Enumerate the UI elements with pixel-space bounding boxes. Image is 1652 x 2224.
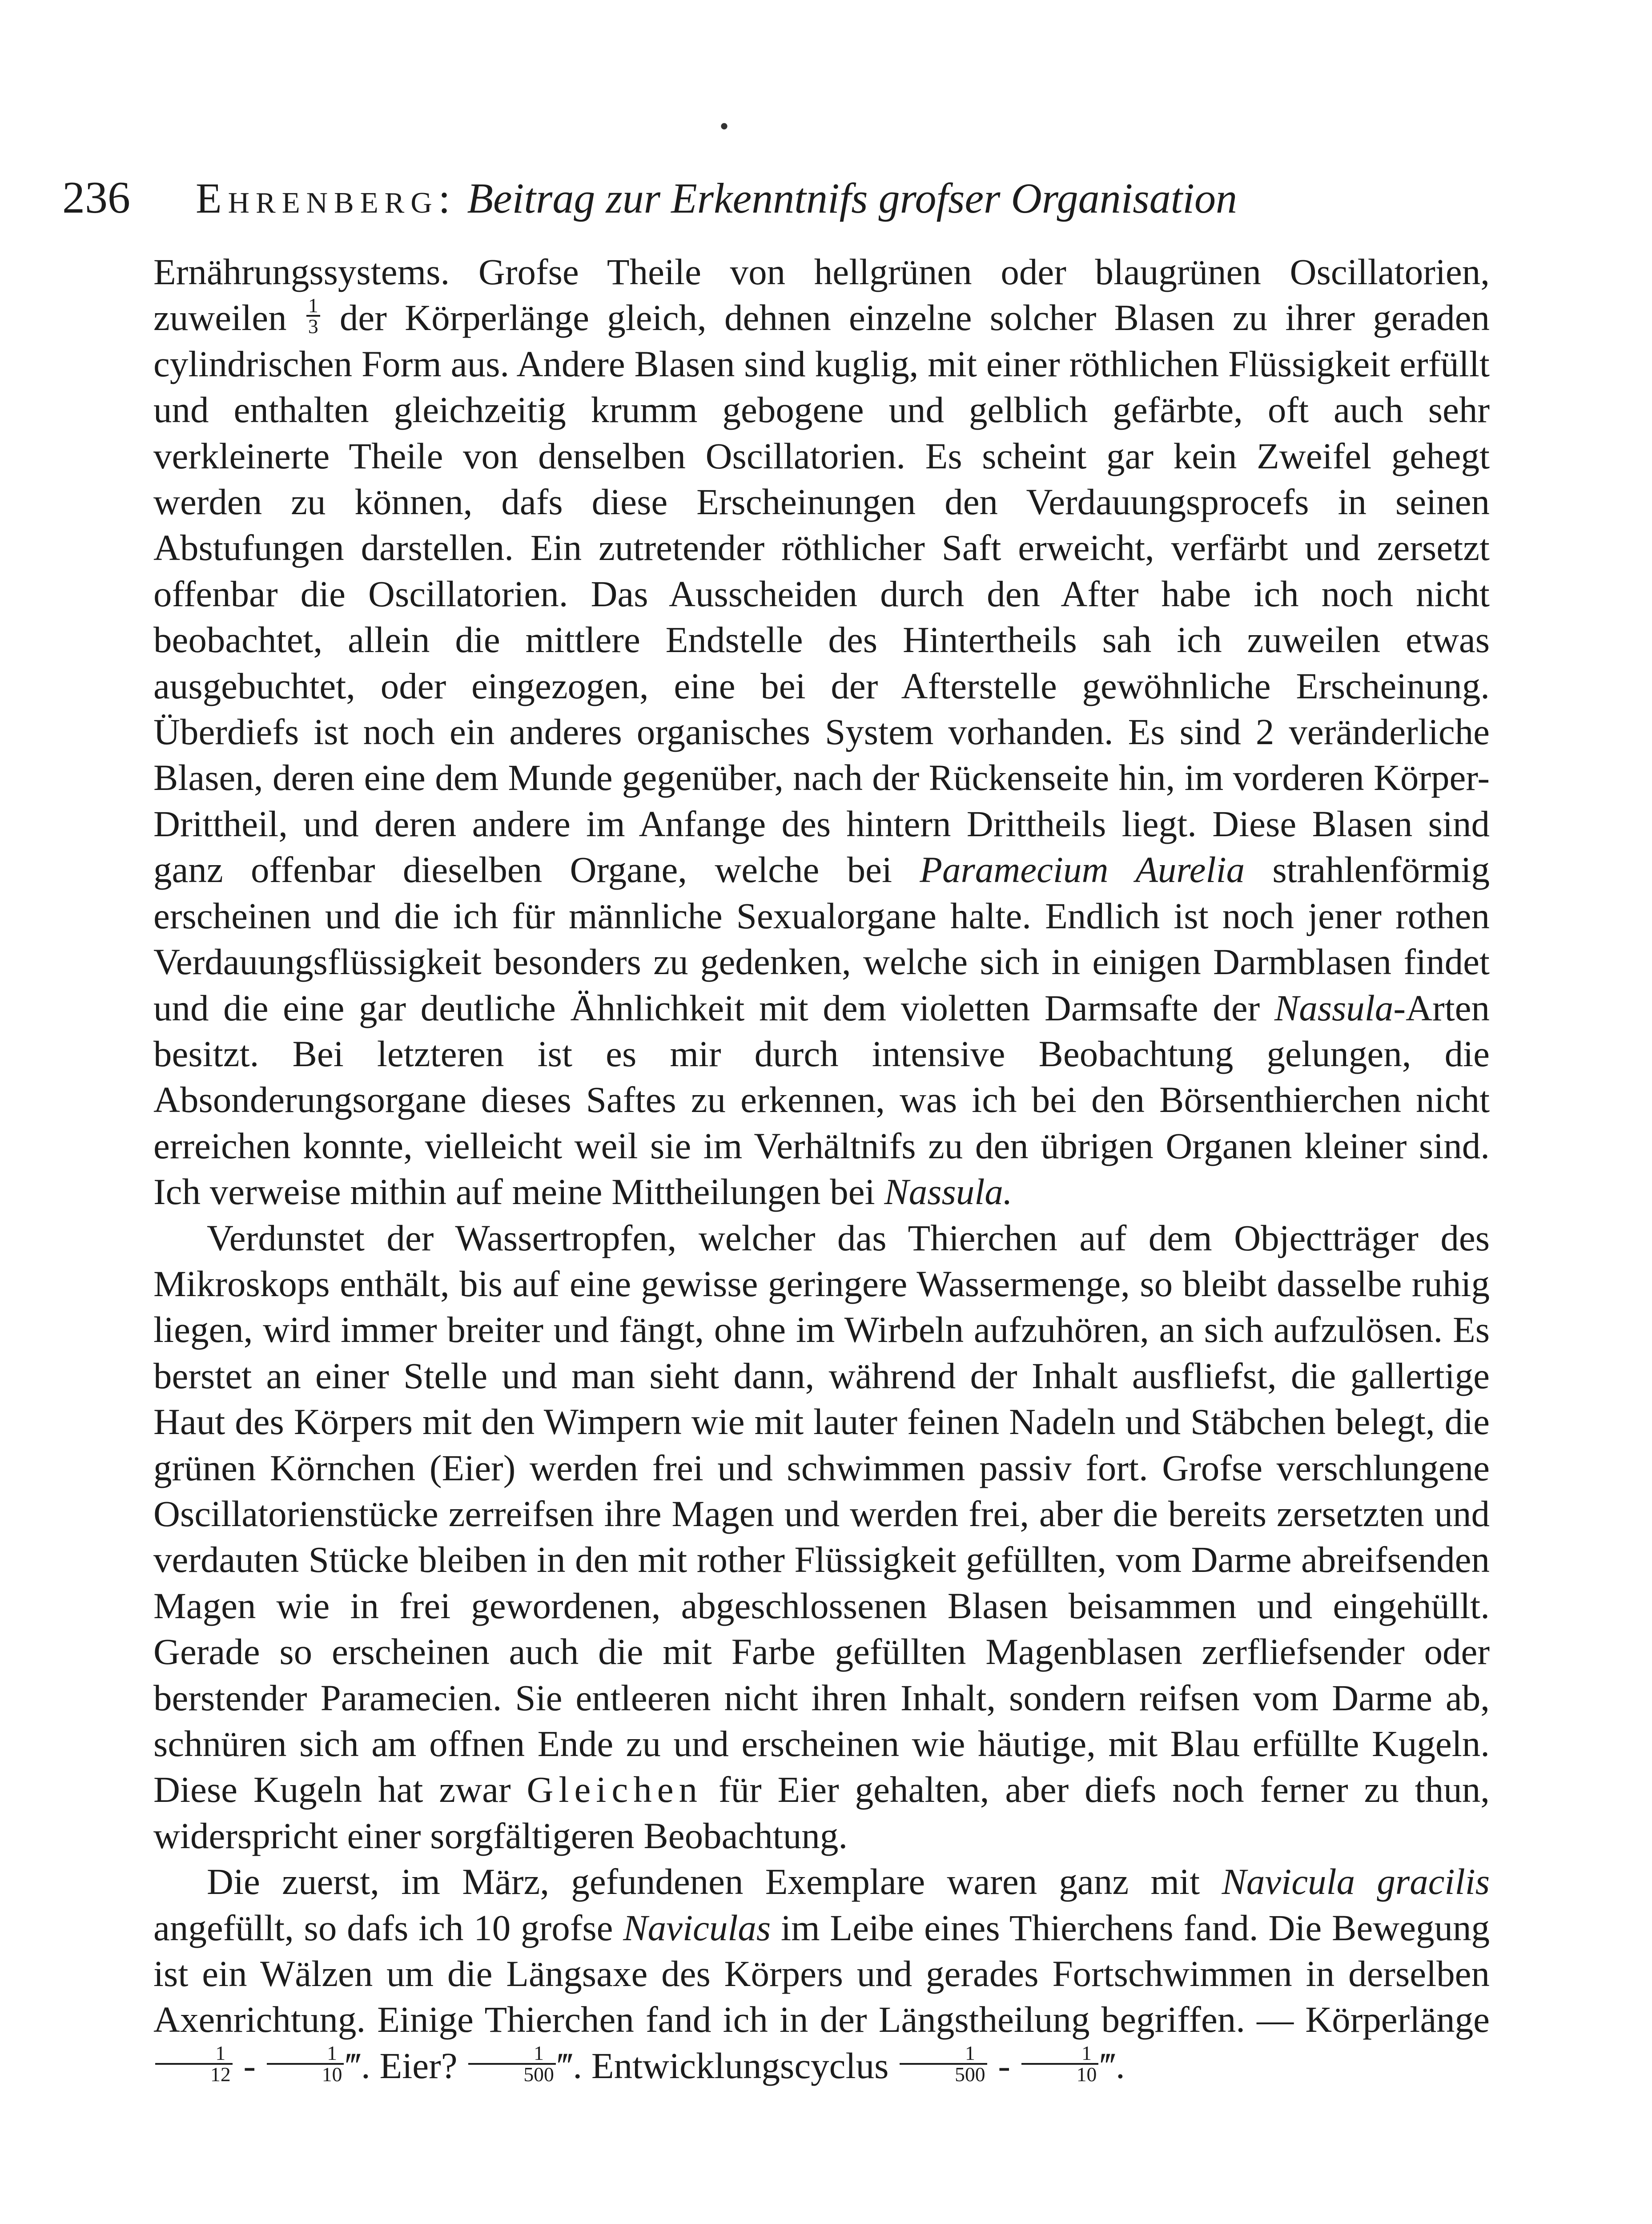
taxon-navicula-gracilis: Navicula gracilis xyxy=(1222,1861,1490,1902)
taxon-naviculas: Naviculas xyxy=(623,1907,771,1948)
taxon-nassula: Nassula xyxy=(1274,987,1394,1028)
fraction-denominator: 10 xyxy=(322,2063,342,2086)
fraction-1-12 xyxy=(155,2043,233,2084)
fraction-numerator: 1 xyxy=(155,2043,233,2064)
text-run: Ernährungssystems. Grofse Theile von hellgrünen oder blaugrünen Oscillatorien, zuweilen xyxy=(153,251,1490,338)
fraction-one-third xyxy=(306,296,320,336)
fraction-numerator: 1 xyxy=(306,296,320,317)
range-dash: - xyxy=(989,2045,1020,2086)
fraction-1-500 xyxy=(468,2043,555,2084)
ink-dot-mark: • xyxy=(719,112,729,141)
author-gleichen: Gleichen xyxy=(527,1769,703,1810)
fraction-1-500-cycle xyxy=(900,2043,987,2084)
fraction-numerator: 1 xyxy=(267,2043,344,2064)
fraction-1-10 xyxy=(267,2043,344,2084)
body-text xyxy=(153,249,1490,2089)
header-running-title: Beitrag zur Erkenntnifs grofser Organisation xyxy=(467,174,1237,222)
text-run: strahlenförmig erscheinen und die ich für männliche Sexualorgane halte. Endlich ist noch jener rothen Verdauungsflüssigkeit besonders zu gedenken, welche sich in einigen Darmblasen findet und die eine gar deutliche Ähnlichkeit mit dem violetten Darmsafte der xyxy=(153,849,1490,1028)
page-number: 236 xyxy=(62,173,130,223)
fraction-denominator: 500 xyxy=(523,2063,554,2086)
text-run: Verdunstet der Wassertropfen, welcher das Thierchen auf dem Objectträger des Mikroskops enthält, bis auf eine gewisse geringere Wassermenge, so bleibt dasselbe ruhig liegen, wird immer breiter und fängt, ohne im Wirbeln aufzuhören, an sich aufzulösen. Es berstet an einer Stelle und man sieht dann, während der Inhalt ausfliefst, die gallertige Haut des Körpers mit den Wimpern wie mit lauter feinen Nadeln und Stäbchen belegt, die grünen Körnchen (Eier) werden frei und schwimmen passiv fort. Grofse verschlungene Oscillatorienstücke zerreifsen ihre Magen und werden frei, aber die bereits zersetzten und verdauten Stücke bleiben in den mit rother Flüssigkeit gefüllten, vom Darme abreifsenden Magen wie in frei gewordenen, abgeschlossenen Blasen beisammen und eingehüllt. Gerade so erscheinen auch die mit Farbe gefüllten Magenblasen zerfliefsender oder berstender Paramecien. Sie entleeren nicht ihren Inhalt, sondern reifsen vom Darme ab, schnüren sich am offnen Ende zu und erscheinen wie häutige, mit Blau erfüllte Kugeln. Diese Kugeln hat zwar xyxy=(153,1217,1490,1810)
header-author: Ehrenberg: xyxy=(196,174,457,222)
taxon-nassula-ref: Nassula. xyxy=(884,1171,1013,1213)
fraction-denominator: 3 xyxy=(308,315,318,338)
taxon-paramecium-aurelia: Paramecium Aurelia xyxy=(920,849,1245,890)
text-run: im Leibe eines Thierchens fand. Die Bewegung ist ein Wälzen um die Längsaxe des Körpers und gerades Fortschwimmen in derselben Axenrichtung. Einige Thierchen fand ich in der Längstheilung begriffen. — Körperlänge xyxy=(153,1907,1490,2040)
running-header xyxy=(62,167,1485,229)
text-run: der Körperlänge gleich, dehnen einzelne solcher Blasen zu ihrer geraden cylindrischen Form aus. Andere Blasen sind kuglig, mit einer röthlichen Flüssigkeit erfüllt und enthalten gleichzeitig krumm gebogene und gelblich gefärbte, oft auch sehr verkleinerte Theile von denselben Oscillatorien. Es scheint gar kein Zweifel gehegt werden zu können, dafs diese Erscheinungen den Verdauungsprocefs in seinen Abstufungen darstellen. Ein zutretender röthlicher Saft erweicht, verfärbt und zersetzt offenbar die Oscillatorien. Das Ausscheiden durch den After habe ich noch nicht beobachtet, allein die mittlere Endstelle des Hintertheils sah ich zuweilen etwas ausgebuchtet, oder eingezogen, eine bei der Afterstelle gewöhnliche Erscheinung. Überdiefs ist noch ein anderes organisches System vorhanden. Es sind 2 veränderliche Blasen, deren eine dem Munde gegenüber, nach der Rückenseite hin, im vorderen Körper-Drittheil, und deren andere im Anfange des hintern Drittheils liegt. Diese Blasen sind ganz offenbar dieselben Organe, welche bei xyxy=(153,297,1490,890)
text-run: ‴. xyxy=(1100,2045,1125,2086)
paragraph-digestion xyxy=(153,249,1490,1215)
paragraph-evaporation xyxy=(153,1215,1490,1859)
text-run: -Arten besitzt. Bei letzteren ist es mir durch intensive Beobachtung gelungen, die Absonderungsorgane dieses Saftes zu erkennen, was ich bei den Börsenthierchen nicht erreichen konnte, vielleicht weil sie im Verhältnifs zu den übrigen Organen kleiner sind. Ich verweise mithin auf meine Mittheilungen bei xyxy=(153,987,1490,1213)
fraction-denominator: 12 xyxy=(210,2063,231,2086)
fraction-numerator: 1 xyxy=(1021,2043,1099,2064)
range-dash: - xyxy=(234,2045,265,2086)
text-run: Die zuerst, im März, gefundenen Exemplare waren ganz mit xyxy=(207,1861,1222,1902)
fraction-numerator: 1 xyxy=(900,2043,987,2064)
fraction-1-10-cycle xyxy=(1021,2043,1099,2084)
paragraph-specimens xyxy=(153,1859,1490,2089)
fraction-denominator: 500 xyxy=(955,2063,985,2086)
text-run: ‴. Entwicklungscyclus xyxy=(557,2045,898,2086)
text-run: für Eier gehalten, aber diefs noch ferner zu thun, widerspricht einer sorgfältigeren Beobachtung. xyxy=(153,1769,1490,1856)
text-run: angefüllt, so dafs ich 10 grofse xyxy=(153,1907,623,1948)
fraction-numerator: 1 xyxy=(468,2043,555,2064)
text-run: ‴. Eier? xyxy=(346,2045,467,2086)
fraction-denominator: 10 xyxy=(1076,2063,1097,2086)
